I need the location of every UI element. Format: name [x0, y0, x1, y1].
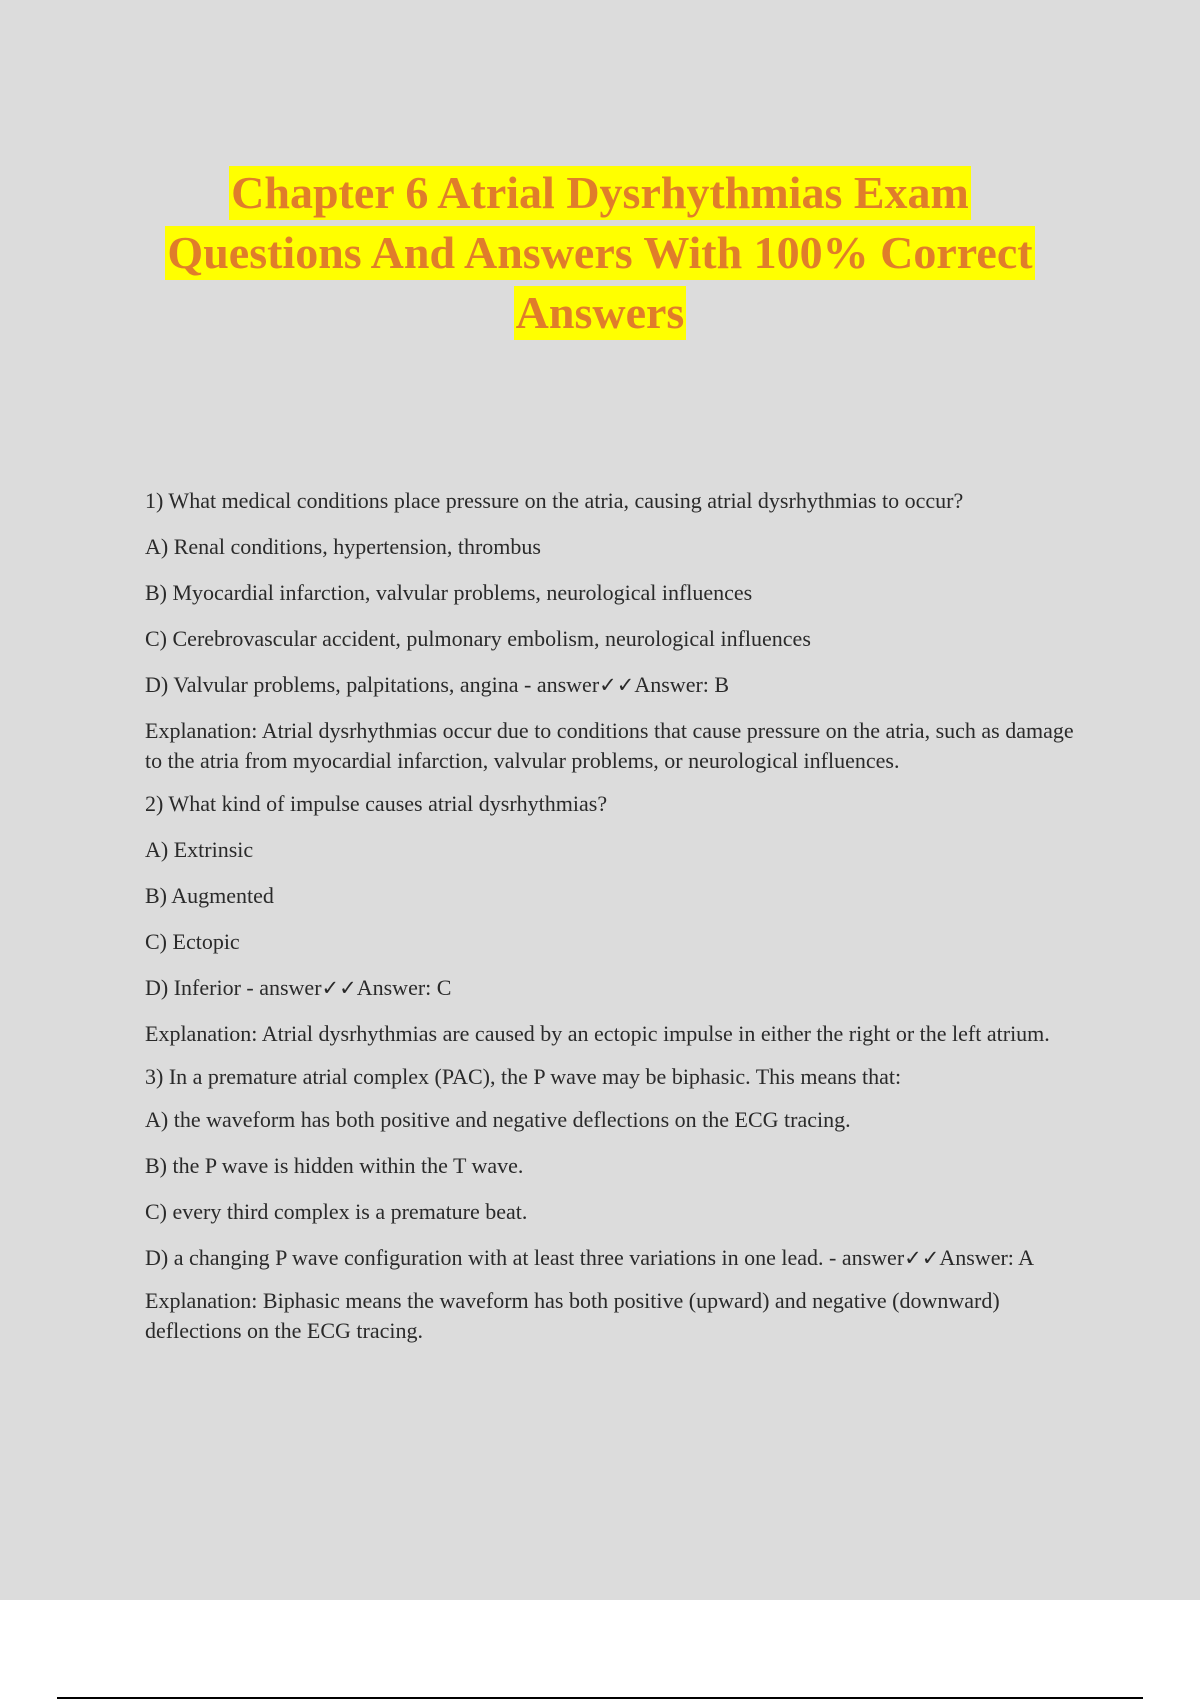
question-1-option-d-text: D) Valvular problems, palpitations, angina - answer	[145, 672, 600, 697]
question-1-text: 1) What medical conditions place pressure on the atria, causing atrial dysrhythmias to occur?	[145, 488, 964, 513]
question-2-explanation: Explanation: Atrial dysrhythmias are caused by an ectopic impulse in either the right or the left atrium.	[145, 1021, 1050, 1046]
question-2-answer: Answer: C	[356, 975, 452, 1000]
document-title	[0, 166, 1200, 346]
question-3-option-d-text: D) a changing P wave configuration with at least three variations in one lead. - answer	[145, 1245, 905, 1270]
question-2-option-c: C) Ectopic	[145, 929, 240, 954]
footer-divider	[57, 1697, 1143, 1699]
question-3-option-b: B) the P wave is hidden within the T wave.	[145, 1153, 524, 1178]
question-2-option-d	[145, 973, 1095, 1003]
title-line-2: Questions And Answers With 100% Correct	[167, 227, 1033, 278]
checkmark-icon: ✓✓	[904, 1246, 940, 1270]
questions-content	[145, 486, 1095, 1362]
question-2-option-b: B) Augmented	[145, 883, 274, 908]
question-3-text: 3) In a premature atrial complex (PAC), the P wave may be biphasic. This means that:	[145, 1064, 902, 1089]
question-3-option-d	[145, 1243, 1095, 1273]
question-1-explanation: Explanation: Atrial dysrhythmias occur due to conditions that cause pressure on the atria, such as damage to the atria from myocardial infarction, valvular problems, or neurological influences.	[145, 718, 1074, 773]
checkmark-icon: ✓✓	[321, 976, 357, 1000]
question-3-explanation: Explanation: Biphasic means the waveform has both positive (upward) and negative (downward) deflections on the ECG tracing.	[145, 1288, 1000, 1343]
question-1-answer: Answer: B	[634, 672, 730, 697]
title-line-1: Chapter 6 Atrial Dysrhythmias Exam	[231, 167, 969, 218]
question-1-option-d	[145, 670, 1095, 700]
checkmark-icon: ✓✓	[599, 673, 635, 697]
question-2-text: 2) What kind of impulse causes atrial dysrhythmias?	[145, 791, 608, 816]
question-1-option-c: C) Cerebrovascular accident, pulmonary embolism, neurological influences	[145, 626, 811, 651]
question-2-option-a: A) Extrinsic	[145, 837, 254, 862]
question-3-answer: Answer: A	[939, 1245, 1035, 1270]
question-3-option-c: C) every third complex is a premature beat.	[145, 1199, 528, 1224]
question-3-option-a: A) the waveform has both positive and negative deflections on the ECG tracing.	[145, 1107, 851, 1132]
question-1-option-b: B) Myocardial infarction, valvular problems, neurological influences	[145, 580, 753, 605]
title-line-3: Answers	[515, 287, 685, 338]
question-2-option-d-text: D) Inferior - answer	[145, 975, 322, 1000]
question-1-option-a: A) Renal conditions, hypertension, thrombus	[145, 534, 541, 559]
